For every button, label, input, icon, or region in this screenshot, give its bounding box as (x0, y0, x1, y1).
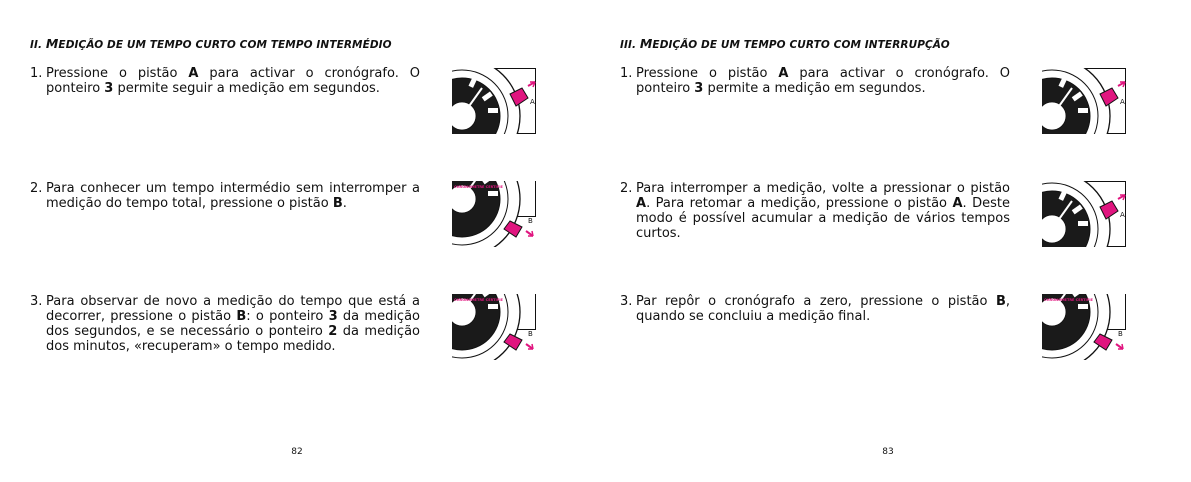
step-3 (620, 294, 1010, 324)
page-number: 83 (882, 447, 894, 457)
step-1 (620, 66, 1010, 96)
pusher-letter: A (530, 98, 535, 106)
pusher-ref: A (778, 66, 789, 81)
step-text: Para conhecer um tempo intermédio sem interromper a medição do tempo total, pressione o pistão B. (46, 181, 420, 211)
section-heading-iii (620, 36, 950, 51)
heading-numeral: III. (620, 39, 637, 51)
watch-illustration-pusher-b (452, 294, 536, 360)
left-page (30, 0, 590, 482)
watch-diagram-icon (452, 181, 536, 247)
heading-rest: EDIÇÃO DE UM TEMPO CURTO COM TEMPO INTERMÉDIO (58, 39, 392, 51)
pusher-letter: A (1120, 98, 1125, 106)
step-number: 2. (30, 181, 43, 196)
step-number: 2. (620, 181, 633, 196)
heading-initial: M (45, 36, 59, 51)
step-text: Pressione o pistão A para activar o cronógrafo. O ponteiro 3 permite seguir a medição em segundos. (46, 66, 420, 96)
right-page (620, 0, 1180, 482)
watch-diagram-icon (452, 294, 536, 360)
watch-illustration-pusher-a (1042, 181, 1126, 247)
step-text: Pressione o pistão A para activar o cronógrafo. O ponteiro 3 permite a medição em segundos. (636, 66, 1010, 96)
watch-illustration-pusher-a (1042, 68, 1126, 134)
hand-ref: 3 (104, 81, 114, 96)
pusher-ref: B (332, 196, 343, 211)
step-text: Para observar de novo a medição do tempo que está a decorrer, pressione o pistão B: o ponteiro 3 da medição dos segundos, e se necessário o ponteiro 2 da medição dos minutos, «recuperam» o tempo medido. (46, 294, 420, 354)
step-2 (30, 181, 420, 211)
dial-text: CHRONOMETRE CERTIFIE (1044, 298, 1093, 302)
step-number: 3. (620, 294, 633, 309)
heading-initial: M (639, 36, 653, 51)
page-number: 82 (291, 447, 303, 457)
pusher-ref: B (995, 294, 1006, 309)
watch-illustration-pusher-b (452, 181, 536, 247)
step-1 (30, 66, 420, 96)
pusher-letter: A (1120, 211, 1125, 219)
hand-ref: 3 (694, 81, 704, 96)
pusher-letter: B (528, 217, 533, 225)
dial-text: CHRONOMETRE CERTIFIE (454, 185, 503, 189)
step-3 (30, 294, 420, 354)
pusher-ref: A (952, 196, 963, 211)
hand-ref: 3 (328, 309, 338, 324)
step-number: 1. (620, 66, 633, 81)
section-heading-ii (30, 36, 392, 51)
pusher-ref: A (636, 196, 647, 211)
watch-diagram-icon (452, 68, 536, 134)
watch-diagram-icon (1042, 68, 1126, 134)
step-number: 1. (30, 66, 43, 81)
pusher-ref: B (236, 309, 247, 324)
step-2 (620, 181, 1010, 241)
step-text: Para interromper a medição, volte a pressionar o pistão A. Para retomar a medição, pressione o pistão A. Deste modo é possível acumular a medição de vários tempos curtos. (636, 181, 1010, 241)
step-number: 3. (30, 294, 43, 309)
watch-illustration-pusher-a (452, 68, 536, 134)
pusher-letter: B (1118, 330, 1123, 338)
step-text: Par repôr o cronógrafo a zero, pressione o pistão B, quando se concluiu a medição final. (636, 294, 1010, 324)
pusher-letter: B (528, 330, 533, 338)
dial-text: CHRONOMETRE CERTIFIE (454, 298, 503, 302)
watch-diagram-icon (1042, 181, 1126, 247)
hand-ref: 2 (328, 324, 338, 339)
heading-rest: EDIÇÃO DE UM TEMPO CURTO COM INTERRUPÇÃO (652, 39, 950, 51)
pusher-ref: A (188, 66, 199, 81)
watch-illustration-pusher-b (1042, 294, 1126, 360)
watch-diagram-icon (1042, 294, 1126, 360)
heading-numeral: II. (30, 39, 43, 51)
